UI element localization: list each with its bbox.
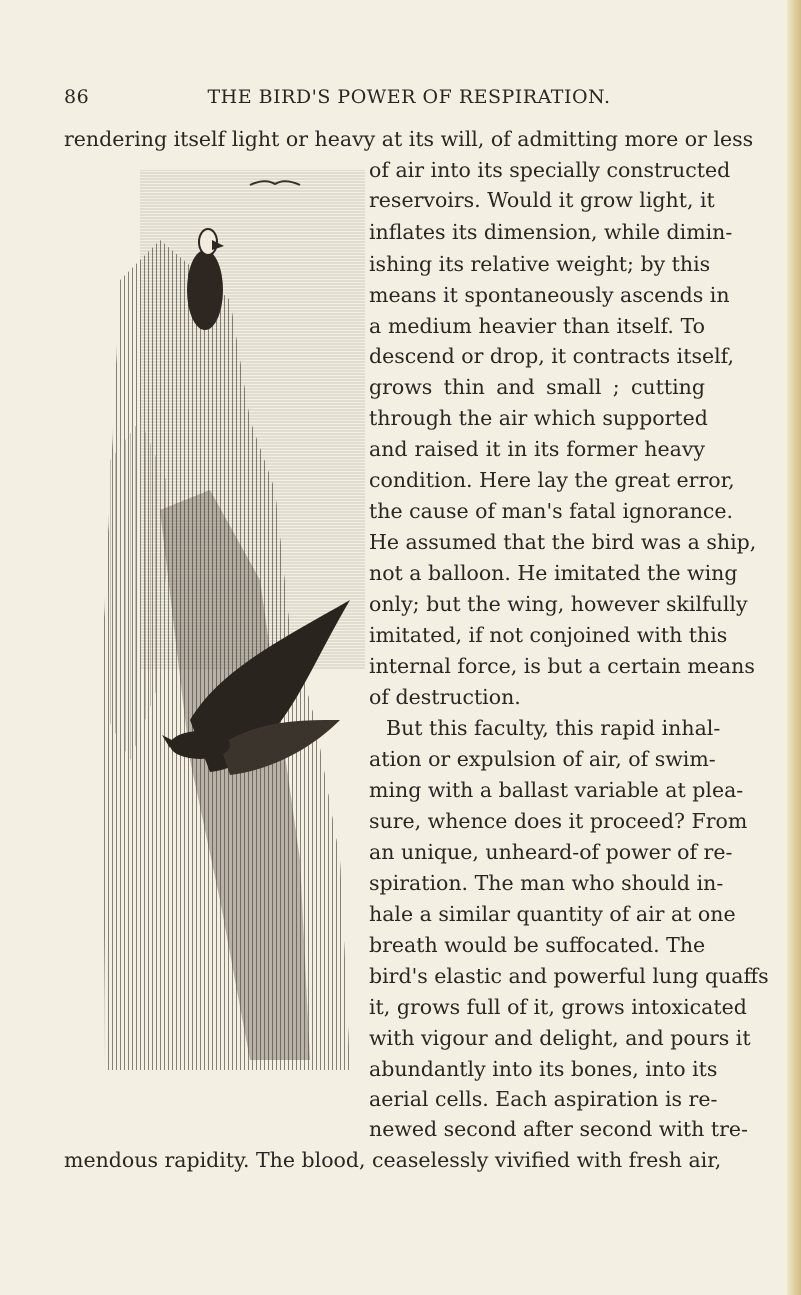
text-line: newed second after second with tre- — [369, 1117, 748, 1141]
running-title: THE BIRD'S POWER OF RESPIRATION. — [207, 86, 611, 108]
text-line: of destruction. — [369, 685, 521, 709]
text-line: means it spontaneously ascends in — [369, 283, 730, 307]
text-line: reservoirs. Would it grow light, it — [369, 188, 715, 212]
text-line: bird's elastic and powerful lung quaffs — [369, 964, 769, 988]
text-line: aerial cells. Each aspiration is re- — [369, 1087, 718, 1111]
text-line: abundantly into its bones, into its — [369, 1057, 718, 1081]
text-line: a medium heavier than itself. To — [369, 314, 705, 338]
vulture-on-rock-engraving-icon — [100, 160, 365, 1080]
text-line: rendering itself light or heavy at its will, of admitting more or less — [64, 127, 754, 151]
text-line: hale a similar quantity of air at one — [369, 902, 736, 926]
text-line: the cause of man's fatal ignorance. — [369, 499, 734, 523]
text-line: ming with a ballast variable at plea- — [369, 778, 744, 802]
page-header — [64, 86, 754, 110]
text-line: sure, whence does it proceed? From — [369, 809, 748, 833]
text-line: only; but the wing, however skilfully — [369, 592, 748, 616]
text-line: with vigour and delight, and pours it — [369, 1026, 751, 1050]
text-line: it, grows full of it, grows intoxicated — [369, 995, 747, 1019]
text-line: spiration. The man who should in- — [369, 871, 724, 895]
vulture-illustration — [100, 160, 365, 1080]
text-line: ishing its relative weight; by this — [369, 252, 711, 276]
text-line: But this faculty, this rapid inhal- — [386, 716, 721, 740]
text-line: through the air which supported — [369, 406, 708, 430]
text-line: descend or drop, it contracts itself, — [369, 344, 735, 368]
text-line: an unique, unheard-of power of re- — [369, 840, 733, 864]
text-line: grows thin and small ; cutting — [369, 375, 705, 399]
text-line: inflates its dimension, while dimin- — [369, 220, 733, 244]
text-line: breath would be suffocated. The — [369, 933, 706, 957]
text-line: condition. Here lay the great error, — [369, 468, 735, 492]
page-number: 86 — [64, 86, 90, 108]
text-line: ation or expulsion of air, of swim- — [369, 747, 716, 771]
text-line: mendous rapidity. The blood, ceaselessly vivified with fresh air, — [64, 1148, 722, 1172]
text-line: internal force, is but a certain means — [369, 654, 755, 678]
text-line: not a balloon. He imitated the wing — [369, 561, 738, 585]
text-line: and raised it in its former heavy — [369, 437, 705, 461]
text-line: He assumed that the bird was a ship, — [369, 530, 757, 554]
page-edge — [787, 0, 801, 1295]
text-line: imitated, if not conjoined with this — [369, 623, 728, 647]
text-line: of air into its specially constructed — [369, 158, 731, 182]
